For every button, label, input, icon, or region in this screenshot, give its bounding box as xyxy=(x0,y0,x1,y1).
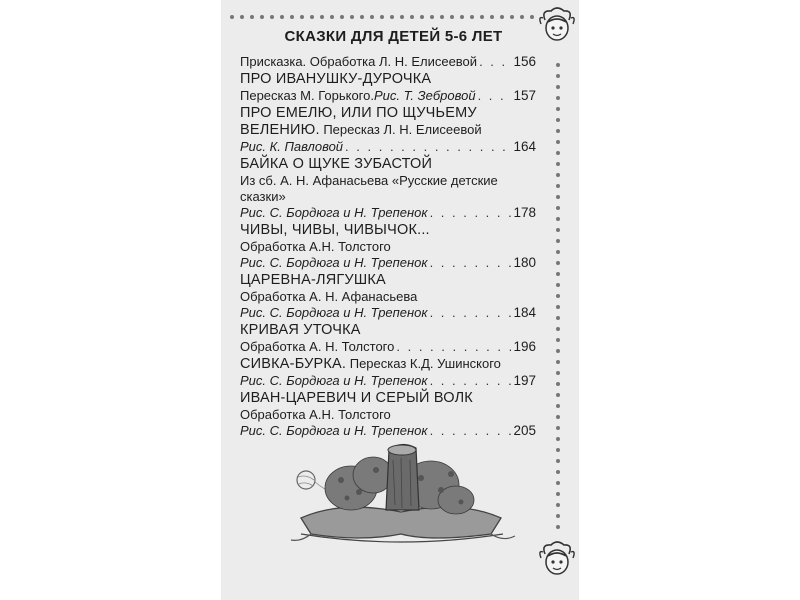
toc-text: Обработка А.Н. Толстого xyxy=(240,239,391,254)
toc-text: Пересказ М. Горького. xyxy=(240,88,374,103)
section-heading: СКАЗКИ ДЛЯ ДЕТЕЙ 5-6 ЛЕТ xyxy=(284,28,503,45)
illustrator-credit: Рис. С. Бордюга и Н. Трепенок xyxy=(240,205,428,220)
dot-leader xyxy=(430,255,512,271)
story-title[interactable]: СИВКА-БУРКА. xyxy=(240,356,347,372)
toc-entry xyxy=(240,54,536,70)
story-title[interactable]: ИВАН-ЦАРЕВИЧ И СЕРЫЙ ВОЛК xyxy=(240,390,473,406)
toc-line[interactable] xyxy=(240,305,536,321)
dot-leader xyxy=(430,373,512,389)
page-number: 156 xyxy=(513,54,536,69)
page-number: 164 xyxy=(513,139,536,154)
story-title-line xyxy=(240,356,536,373)
toc-text: Обработка А. Н. Афанасьева xyxy=(240,289,418,304)
toc-text: Обработка А. Н. Толстого xyxy=(240,339,395,354)
dot-leader xyxy=(396,339,511,355)
toc-text: Присказка. Обработка Л. Н. Елисеевой xyxy=(240,54,478,69)
toc-line[interactable] xyxy=(240,88,536,104)
dot-leader xyxy=(430,205,512,221)
toc-entry xyxy=(240,222,536,271)
dotted-border-top xyxy=(229,12,539,22)
dot-leader xyxy=(345,139,511,155)
story-title[interactable]: ЧИВЫ, ЧИВЫ, ЧИВЫЧОК... xyxy=(240,222,430,238)
toc-text: Из сб. А. Н. Афанасьева «Русские детские xyxy=(240,173,498,188)
page-number: 205 xyxy=(513,423,536,438)
story-title[interactable]: КРИВАЯ УТОЧКА xyxy=(240,322,361,338)
illustrator-credit: Рис. К. Павловой xyxy=(240,139,344,154)
dot-leader xyxy=(430,305,512,321)
page-number: 184 xyxy=(513,305,536,320)
toc-line[interactable] xyxy=(240,54,536,70)
toc-entry xyxy=(240,156,536,221)
girl-face-icon xyxy=(539,540,575,580)
story-title[interactable]: ЦАРЕВНА-ЛЯГУШКА xyxy=(240,272,386,288)
toc-entry xyxy=(240,71,536,104)
toc-line[interactable] xyxy=(240,205,536,221)
story-title[interactable]: ПРО ИВАНУШКУ-ДУРОЧКА xyxy=(240,71,432,87)
story-title-continued xyxy=(240,122,536,139)
toc-entry xyxy=(240,322,536,355)
toc-entry xyxy=(240,105,536,155)
illustrator-credit: Рис. С. Бордюга и Н. Трепенок xyxy=(240,373,428,388)
story-title[interactable]: БАЙКА О ЩУКЕ ЗУБАСТОЙ xyxy=(240,156,433,172)
toc-entry xyxy=(240,356,536,389)
toc-line[interactable] xyxy=(240,373,536,389)
toc-text: Пересказ К.Д. Ушинского xyxy=(346,356,501,371)
page-number: 178 xyxy=(513,205,536,220)
illustrator-credit: Рис. Т. Зебровой xyxy=(373,88,476,103)
dot-leader xyxy=(479,54,511,70)
toc-text: Пересказ Л. Н. Елисеевой xyxy=(319,122,482,137)
toc-text: Обработка А.Н. Толстого xyxy=(240,407,391,422)
tree-stump-bush-icon xyxy=(281,430,521,560)
dotted-border-right xyxy=(551,60,565,530)
toc-line[interactable] xyxy=(240,339,536,355)
story-title[interactable]: ПРО ЕМЕЛЮ, ИЛИ ПО ЩУЧЬЕМУ xyxy=(240,105,477,121)
page-number: 180 xyxy=(513,255,536,270)
illustrator-credit: Рис. С. Бордюга и Н. Трепенок xyxy=(240,305,428,320)
page-number: 196 xyxy=(513,339,536,354)
page-number: 157 xyxy=(513,88,536,103)
table-of-contents xyxy=(240,54,536,440)
toc-text: сказки» xyxy=(240,189,286,204)
dot-leader xyxy=(478,88,512,104)
story-title-part[interactable]: ВЕЛЕНИЮ. xyxy=(240,122,320,138)
page-number: 197 xyxy=(513,373,536,388)
illustrator-credit: Рис. С. Бордюга и Н. Трепенок xyxy=(240,423,428,438)
illustrator-credit: Рис. С. Бордюга и Н. Трепенок xyxy=(240,255,428,270)
book-page xyxy=(221,0,579,600)
toc-entry xyxy=(240,272,536,321)
toc-line[interactable] xyxy=(240,255,536,271)
toc-line[interactable] xyxy=(240,139,536,155)
